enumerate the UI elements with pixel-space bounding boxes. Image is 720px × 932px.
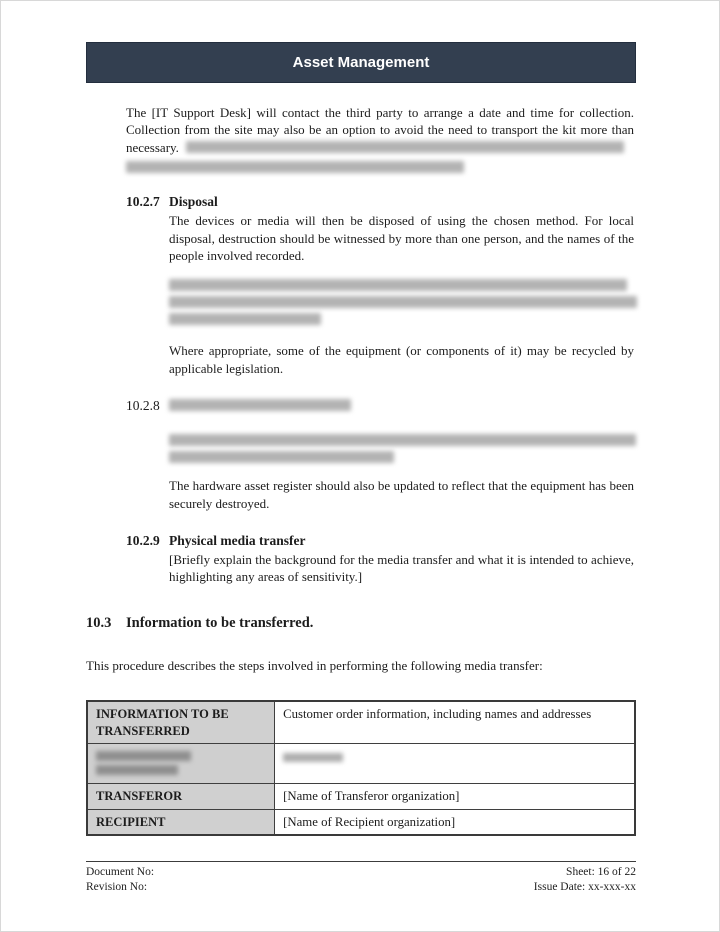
page-footer [86,861,636,894]
redacted-text-block [126,161,464,173]
table-value-information: Customer order information, including names and addresses [275,701,635,744]
redacted-text-block [169,313,321,325]
section-number: 10.2.8 [126,398,160,414]
redacted-paragraph [169,279,634,325]
footer-issue-date: Issue Date: xx-xxx-xx [533,880,636,893]
paragraph-asset-register: The hardware asset register should also be updated to reflect that the equipment has been securely destroyed. [169,478,634,511]
table-label-transferor: TRANSFEROR [87,784,275,810]
document-title-banner [86,42,636,83]
table-row [87,784,635,810]
redacted-text-block [186,141,624,153]
redacted-text-block [169,451,394,463]
section-number: 10.2.7 [126,194,160,210]
footer-document-no: Document No: [86,866,155,878]
intro-paragraph [126,104,634,173]
section-number: 10.3 [86,614,112,631]
redacted-section-title [169,399,351,411]
section-number: 10.2.9 [126,533,160,549]
footer-right [534,865,636,894]
redacted-text-block [169,434,636,446]
table-value-recipient: [Name of Recipient organization] [275,809,635,835]
section-heading-10-3 [86,614,634,632]
section-heading-10-2-8 [126,397,634,414]
section-heading-10-2-9 [126,532,634,549]
table-label-information: INFORMATION TO BE TRANSFERRED [87,701,275,744]
media-transfer-table [86,700,636,836]
section-title: Physical media transfer [169,533,306,549]
redacted-text-block [169,296,637,308]
footer-revision-no: Revision No: [86,880,148,893]
redacted-text-block [169,279,627,291]
table-value-transferor: [Name of Transferor organization] [275,784,635,810]
section-heading-10-2-7 [126,193,634,210]
procedure-intro-line: This procedure describes the steps involved in performing the following media transfer: [86,657,543,673]
section-title: Information to be transferred. [126,614,314,631]
footer-left [86,865,154,894]
table-label-redacted [87,744,275,784]
paragraph-disposal: The devices or media will then be disposed of using the chosen method. For local disposal, destruction should be witnessed by more than one person, and the names of the people involved recorded. [169,213,634,264]
table-row-redacted [87,744,635,784]
table-label-recipient: RECIPIENT [87,809,275,835]
redacted-text-block [96,751,191,761]
paragraph-media-transfer: [Briefly explain the background for the media transfer and what it is intended to achieve, highlighting any areas of sensitivity.] [169,552,634,585]
redacted-text-block [96,765,178,775]
section-title: Disposal [169,194,218,210]
table-row [87,809,635,835]
table-value-redacted [275,744,635,784]
table-row [87,701,635,744]
redacted-paragraph [169,434,634,463]
paragraph-recycle: Where appropriate, some of the equipment (or components of it) may be recycled by applicable legislation. [169,343,634,376]
footer-sheet: Sheet: 16 of 22 [566,866,636,878]
intro-paragraph-text: The [IT Support Desk] will contact the third party to arrange a date and time for collection. Collection from the site may also be an option to avoid the need to transport the kit more than necessary. [126,105,634,155]
document-title: Asset Management [292,54,430,71]
redacted-text-block [283,753,343,762]
